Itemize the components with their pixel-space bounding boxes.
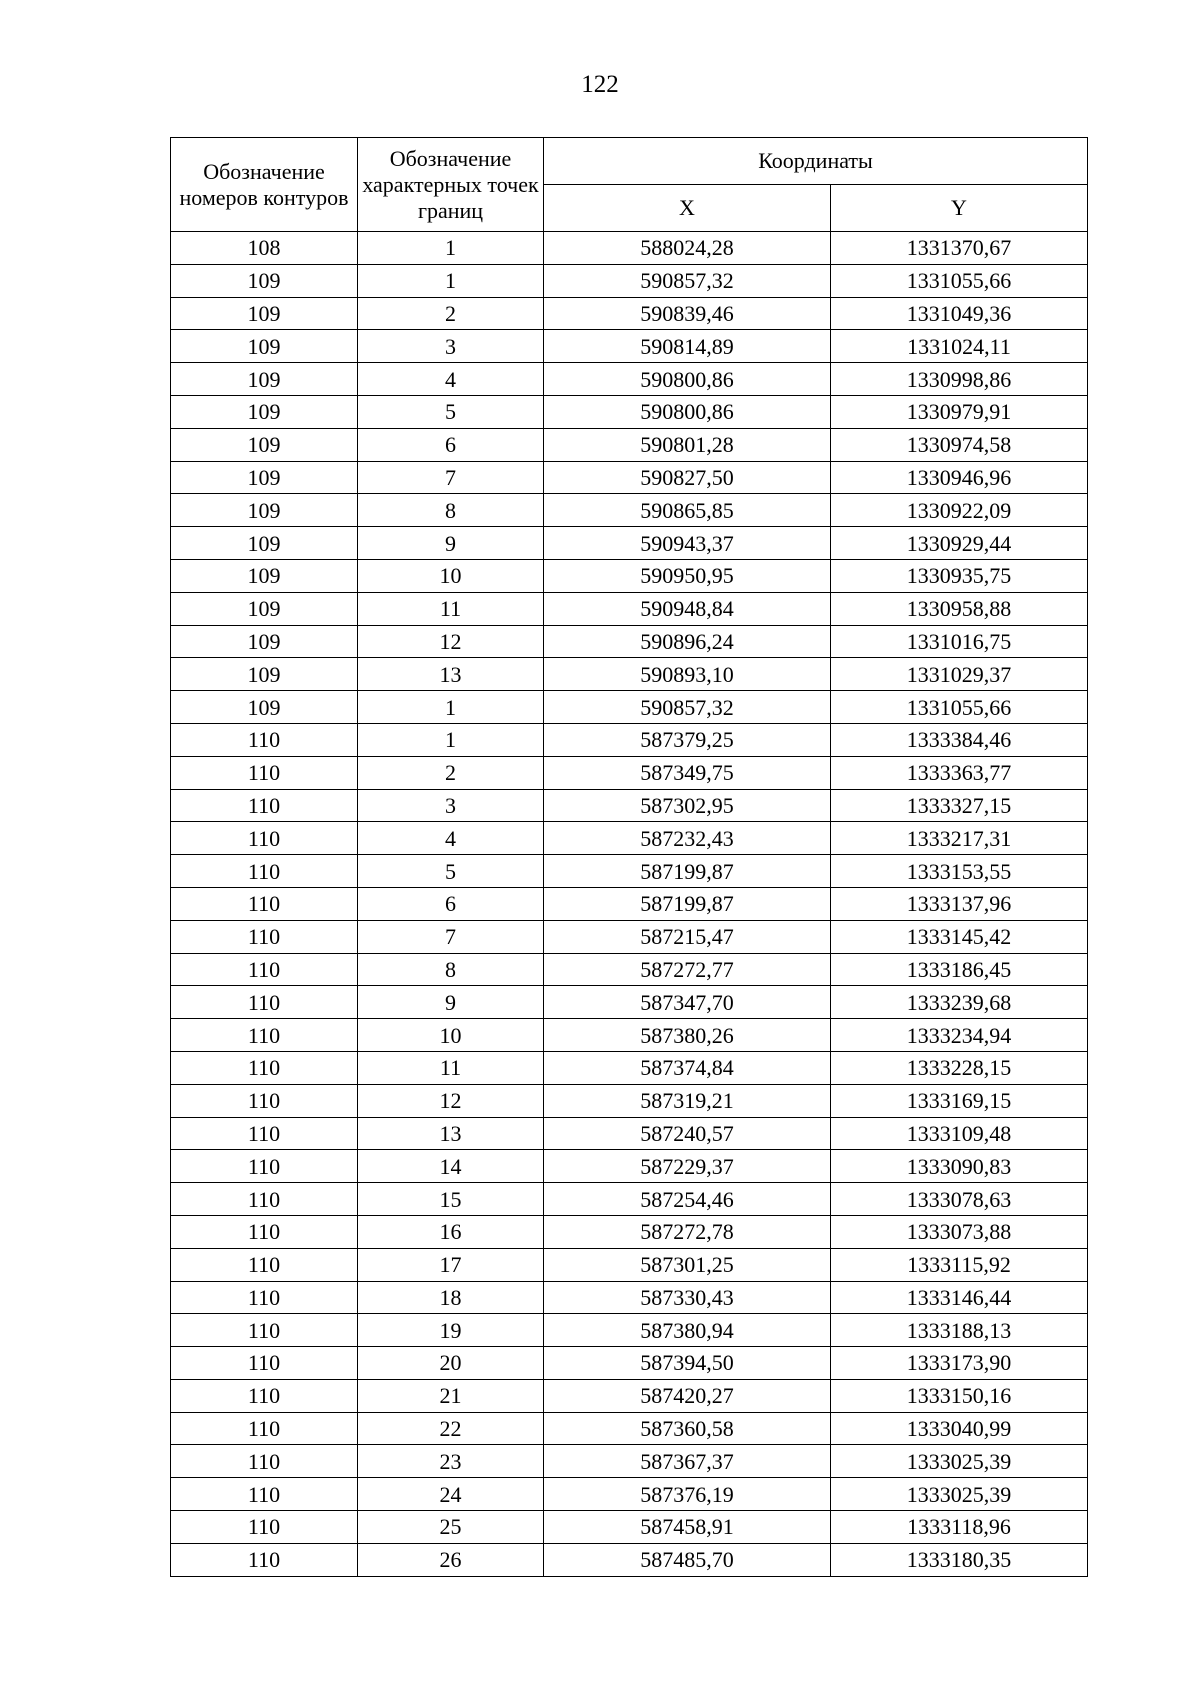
y-coordinate-cell: 1333180,35	[831, 1543, 1088, 1576]
y-coordinate-cell: 1331055,66	[831, 691, 1088, 724]
contour-number-cell: 110	[171, 1412, 358, 1445]
table-row	[171, 953, 1088, 986]
x-coordinate-cell: 587367,37	[544, 1445, 831, 1478]
contour-number-cell: 110	[171, 1248, 358, 1281]
y-coordinate-cell: 1333217,31	[831, 822, 1088, 855]
y-coordinate-cell: 1331024,11	[831, 330, 1088, 363]
point-number-cell: 10	[358, 1019, 544, 1052]
y-header: Y	[831, 185, 1088, 232]
point-number-cell: 13	[358, 658, 544, 691]
table-row	[171, 363, 1088, 396]
contour-number-cell: 110	[171, 1511, 358, 1544]
x-coordinate-cell: 590801,28	[544, 428, 831, 461]
y-coordinate-cell: 1333363,77	[831, 756, 1088, 789]
contour-number-cell: 109	[171, 264, 358, 297]
coordinates-table	[170, 137, 1088, 1577]
point-number-cell: 1	[358, 232, 544, 265]
table-row	[171, 330, 1088, 363]
y-coordinate-cell: 1333384,46	[831, 723, 1088, 756]
point-number-cell: 22	[358, 1412, 544, 1445]
point-number-cell: 21	[358, 1379, 544, 1412]
point-number-cell: 6	[358, 428, 544, 461]
point-number-cell: 12	[358, 1084, 544, 1117]
contour-number-cell: 109	[171, 592, 358, 625]
point-number-cell: 25	[358, 1511, 544, 1544]
y-coordinate-cell: 1331016,75	[831, 625, 1088, 658]
contour-number-cell: 110	[171, 1084, 358, 1117]
table-row	[171, 822, 1088, 855]
point-number-cell: 11	[358, 1051, 544, 1084]
table-row	[171, 1314, 1088, 1347]
table-row	[171, 1084, 1088, 1117]
y-coordinate-cell: 1333078,63	[831, 1183, 1088, 1216]
point-number-cell: 3	[358, 330, 544, 363]
table-row	[171, 1248, 1088, 1281]
y-coordinate-cell: 1330929,44	[831, 527, 1088, 560]
y-coordinate-cell: 1333109,48	[831, 1117, 1088, 1150]
table-row	[171, 395, 1088, 428]
x-coordinate-cell: 587374,84	[544, 1051, 831, 1084]
x-coordinate-cell: 587272,77	[544, 953, 831, 986]
boundary-point-header: Обозначение характерных точек границ	[358, 138, 544, 232]
x-coordinate-cell: 587254,46	[544, 1183, 831, 1216]
table-row	[171, 232, 1088, 265]
x-coordinate-cell: 587420,27	[544, 1379, 831, 1412]
x-coordinate-cell: 587349,75	[544, 756, 831, 789]
table-row	[171, 559, 1088, 592]
x-coordinate-cell: 590857,32	[544, 264, 831, 297]
contour-number-cell: 110	[171, 986, 358, 1019]
contour-number-cell: 109	[171, 494, 358, 527]
contour-number-cell: 110	[171, 756, 358, 789]
y-coordinate-cell: 1333146,44	[831, 1281, 1088, 1314]
table-row	[171, 1511, 1088, 1544]
y-coordinate-cell: 1333150,16	[831, 1379, 1088, 1412]
y-coordinate-cell: 1333169,15	[831, 1084, 1088, 1117]
contour-number-cell: 110	[171, 953, 358, 986]
contour-number-cell: 109	[171, 330, 358, 363]
point-number-cell: 7	[358, 920, 544, 953]
x-coordinate-cell: 590800,86	[544, 395, 831, 428]
point-number-cell: 2	[358, 756, 544, 789]
y-coordinate-cell: 1331049,36	[831, 297, 1088, 330]
x-coordinate-cell: 590893,10	[544, 658, 831, 691]
point-number-cell: 9	[358, 986, 544, 1019]
contour-number-cell: 108	[171, 232, 358, 265]
contour-number-cell: 110	[171, 1543, 358, 1576]
point-number-cell: 18	[358, 1281, 544, 1314]
y-coordinate-cell: 1333173,90	[831, 1347, 1088, 1380]
x-coordinate-cell: 587199,87	[544, 855, 831, 888]
point-number-cell: 16	[358, 1215, 544, 1248]
point-number-cell: 1	[358, 691, 544, 724]
point-number-cell: 8	[358, 953, 544, 986]
point-number-cell: 24	[358, 1478, 544, 1511]
y-coordinate-cell: 1333234,94	[831, 1019, 1088, 1052]
point-number-cell: 9	[358, 527, 544, 560]
table-row	[171, 986, 1088, 1019]
contour-number-cell: 110	[171, 887, 358, 920]
point-number-cell: 4	[358, 822, 544, 855]
x-coordinate-cell: 587240,57	[544, 1117, 831, 1150]
table-row	[171, 1281, 1088, 1314]
y-coordinate-cell: 1333239,68	[831, 986, 1088, 1019]
point-number-cell: 6	[358, 887, 544, 920]
contour-number-cell: 110	[171, 1183, 358, 1216]
table-row	[171, 494, 1088, 527]
x-coordinate-cell: 587215,47	[544, 920, 831, 953]
x-coordinate-cell: 587458,91	[544, 1511, 831, 1544]
table-row	[171, 592, 1088, 625]
y-coordinate-cell: 1333137,96	[831, 887, 1088, 920]
contour-number-cell: 110	[171, 822, 358, 855]
x-coordinate-cell: 587379,25	[544, 723, 831, 756]
table-row	[171, 264, 1088, 297]
y-coordinate-cell: 1333145,42	[831, 920, 1088, 953]
x-coordinate-cell: 587394,50	[544, 1347, 831, 1380]
contour-number-cell: 110	[171, 855, 358, 888]
contour-number-cell: 110	[171, 920, 358, 953]
point-number-cell: 13	[358, 1117, 544, 1150]
table-row	[171, 658, 1088, 691]
y-coordinate-cell: 1333186,45	[831, 953, 1088, 986]
contour-number-cell: 109	[171, 658, 358, 691]
contour-number-cell: 109	[171, 691, 358, 724]
table-row	[171, 887, 1088, 920]
table-row	[171, 1478, 1088, 1511]
contour-number-cell: 110	[171, 1051, 358, 1084]
contour-number-cell: 110	[171, 1117, 358, 1150]
table-row	[171, 1019, 1088, 1052]
y-coordinate-cell: 1330979,91	[831, 395, 1088, 428]
y-coordinate-cell: 1331370,67	[831, 232, 1088, 265]
x-coordinate-cell: 590943,37	[544, 527, 831, 560]
x-coordinate-cell: 587319,21	[544, 1084, 831, 1117]
table-row	[171, 461, 1088, 494]
y-coordinate-cell: 1333090,83	[831, 1150, 1088, 1183]
table-row	[171, 723, 1088, 756]
point-number-cell: 12	[358, 625, 544, 658]
point-number-cell: 14	[358, 1150, 544, 1183]
coordinates-header: Координаты	[544, 138, 1088, 185]
table-row	[171, 1215, 1088, 1248]
x-coordinate-cell: 590800,86	[544, 363, 831, 396]
y-coordinate-cell: 1333153,55	[831, 855, 1088, 888]
point-number-cell: 5	[358, 855, 544, 888]
point-number-cell: 17	[358, 1248, 544, 1281]
x-coordinate-cell: 587380,26	[544, 1019, 831, 1052]
contour-number-cell: 109	[171, 461, 358, 494]
x-coordinate-cell: 587380,94	[544, 1314, 831, 1347]
contour-number-cell: 110	[171, 1019, 358, 1052]
x-coordinate-cell: 590865,85	[544, 494, 831, 527]
point-number-cell: 26	[358, 1543, 544, 1576]
y-coordinate-cell: 1330922,09	[831, 494, 1088, 527]
point-number-cell: 1	[358, 264, 544, 297]
contour-number-cell: 109	[171, 395, 358, 428]
x-coordinate-cell: 590814,89	[544, 330, 831, 363]
table-row	[171, 1150, 1088, 1183]
table-row	[171, 1412, 1088, 1445]
point-number-cell: 19	[358, 1314, 544, 1347]
point-number-cell: 2	[358, 297, 544, 330]
table-row	[171, 527, 1088, 560]
table-row	[171, 756, 1088, 789]
y-coordinate-cell: 1333118,96	[831, 1511, 1088, 1544]
x-coordinate-cell: 590896,24	[544, 625, 831, 658]
table-header	[171, 138, 1088, 232]
point-number-cell: 3	[358, 789, 544, 822]
contour-number-cell: 110	[171, 1478, 358, 1511]
x-coordinate-cell: 587360,58	[544, 1412, 831, 1445]
y-coordinate-cell: 1333188,13	[831, 1314, 1088, 1347]
table-row	[171, 1445, 1088, 1478]
table-row	[171, 297, 1088, 330]
table-row	[171, 1051, 1088, 1084]
contour-number-cell: 109	[171, 527, 358, 560]
point-number-cell: 5	[358, 395, 544, 428]
contour-number-cell: 110	[171, 1215, 358, 1248]
x-coordinate-cell: 587272,78	[544, 1215, 831, 1248]
x-coordinate-cell: 587347,70	[544, 986, 831, 1019]
table-row	[171, 1183, 1088, 1216]
contour-number-cell: 110	[171, 789, 358, 822]
x-coordinate-cell: 590857,32	[544, 691, 831, 724]
y-coordinate-cell: 1333073,88	[831, 1215, 1088, 1248]
y-coordinate-cell: 1333327,15	[831, 789, 1088, 822]
x-coordinate-cell: 587229,37	[544, 1150, 831, 1183]
table-row	[171, 1117, 1088, 1150]
y-coordinate-cell: 1330974,58	[831, 428, 1088, 461]
point-number-cell: 8	[358, 494, 544, 527]
point-number-cell: 15	[358, 1183, 544, 1216]
x-coordinate-cell: 587302,95	[544, 789, 831, 822]
y-coordinate-cell: 1333228,15	[831, 1051, 1088, 1084]
x-coordinate-cell: 587485,70	[544, 1543, 831, 1576]
table-row	[171, 855, 1088, 888]
table-body	[171, 232, 1088, 1577]
x-coordinate-cell: 587376,19	[544, 1478, 831, 1511]
table-row	[171, 920, 1088, 953]
x-coordinate-cell: 588024,28	[544, 232, 831, 265]
contour-number-cell: 109	[171, 428, 358, 461]
y-coordinate-cell: 1331029,37	[831, 658, 1088, 691]
contour-number-cell: 109	[171, 297, 358, 330]
x-coordinate-cell: 587199,87	[544, 887, 831, 920]
y-coordinate-cell: 1333040,99	[831, 1412, 1088, 1445]
contour-number-header: Обозначение номеров контуров	[171, 138, 358, 232]
contour-number-cell: 110	[171, 723, 358, 756]
x-coordinate-cell: 587330,43	[544, 1281, 831, 1314]
y-coordinate-cell: 1333115,92	[831, 1248, 1088, 1281]
page-number: 122	[581, 71, 619, 98]
table-row	[171, 1379, 1088, 1412]
contour-number-cell: 109	[171, 363, 358, 396]
y-coordinate-cell: 1330935,75	[831, 559, 1088, 592]
y-coordinate-cell: 1333025,39	[831, 1478, 1088, 1511]
y-coordinate-cell: 1330998,86	[831, 363, 1088, 396]
table-row	[171, 428, 1088, 461]
x-coordinate-cell: 587301,25	[544, 1248, 831, 1281]
contour-number-cell: 109	[171, 559, 358, 592]
point-number-cell: 1	[358, 723, 544, 756]
point-number-cell: 23	[358, 1445, 544, 1478]
point-number-cell: 10	[358, 559, 544, 592]
y-coordinate-cell: 1331055,66	[831, 264, 1088, 297]
y-coordinate-cell: 1330958,88	[831, 592, 1088, 625]
contour-number-cell: 110	[171, 1281, 358, 1314]
point-number-cell: 7	[358, 461, 544, 494]
contour-number-cell: 110	[171, 1347, 358, 1380]
contour-number-cell: 110	[171, 1445, 358, 1478]
table-row	[171, 789, 1088, 822]
x-coordinate-cell: 590950,95	[544, 559, 831, 592]
table-row	[171, 1347, 1088, 1380]
y-coordinate-cell: 1330946,96	[831, 461, 1088, 494]
contour-number-cell: 110	[171, 1314, 358, 1347]
contour-number-cell: 110	[171, 1379, 358, 1412]
contour-number-cell: 109	[171, 625, 358, 658]
point-number-cell: 4	[358, 363, 544, 396]
x-header: X	[544, 185, 831, 232]
contour-number-cell: 110	[171, 1150, 358, 1183]
table-row	[171, 691, 1088, 724]
x-coordinate-cell: 590839,46	[544, 297, 831, 330]
point-number-cell: 11	[358, 592, 544, 625]
x-coordinate-cell: 587232,43	[544, 822, 831, 855]
x-coordinate-cell: 590948,84	[544, 592, 831, 625]
point-number-cell: 20	[358, 1347, 544, 1380]
y-coordinate-cell: 1333025,39	[831, 1445, 1088, 1478]
table-row	[171, 1543, 1088, 1576]
table-row	[171, 625, 1088, 658]
x-coordinate-cell: 590827,50	[544, 461, 831, 494]
